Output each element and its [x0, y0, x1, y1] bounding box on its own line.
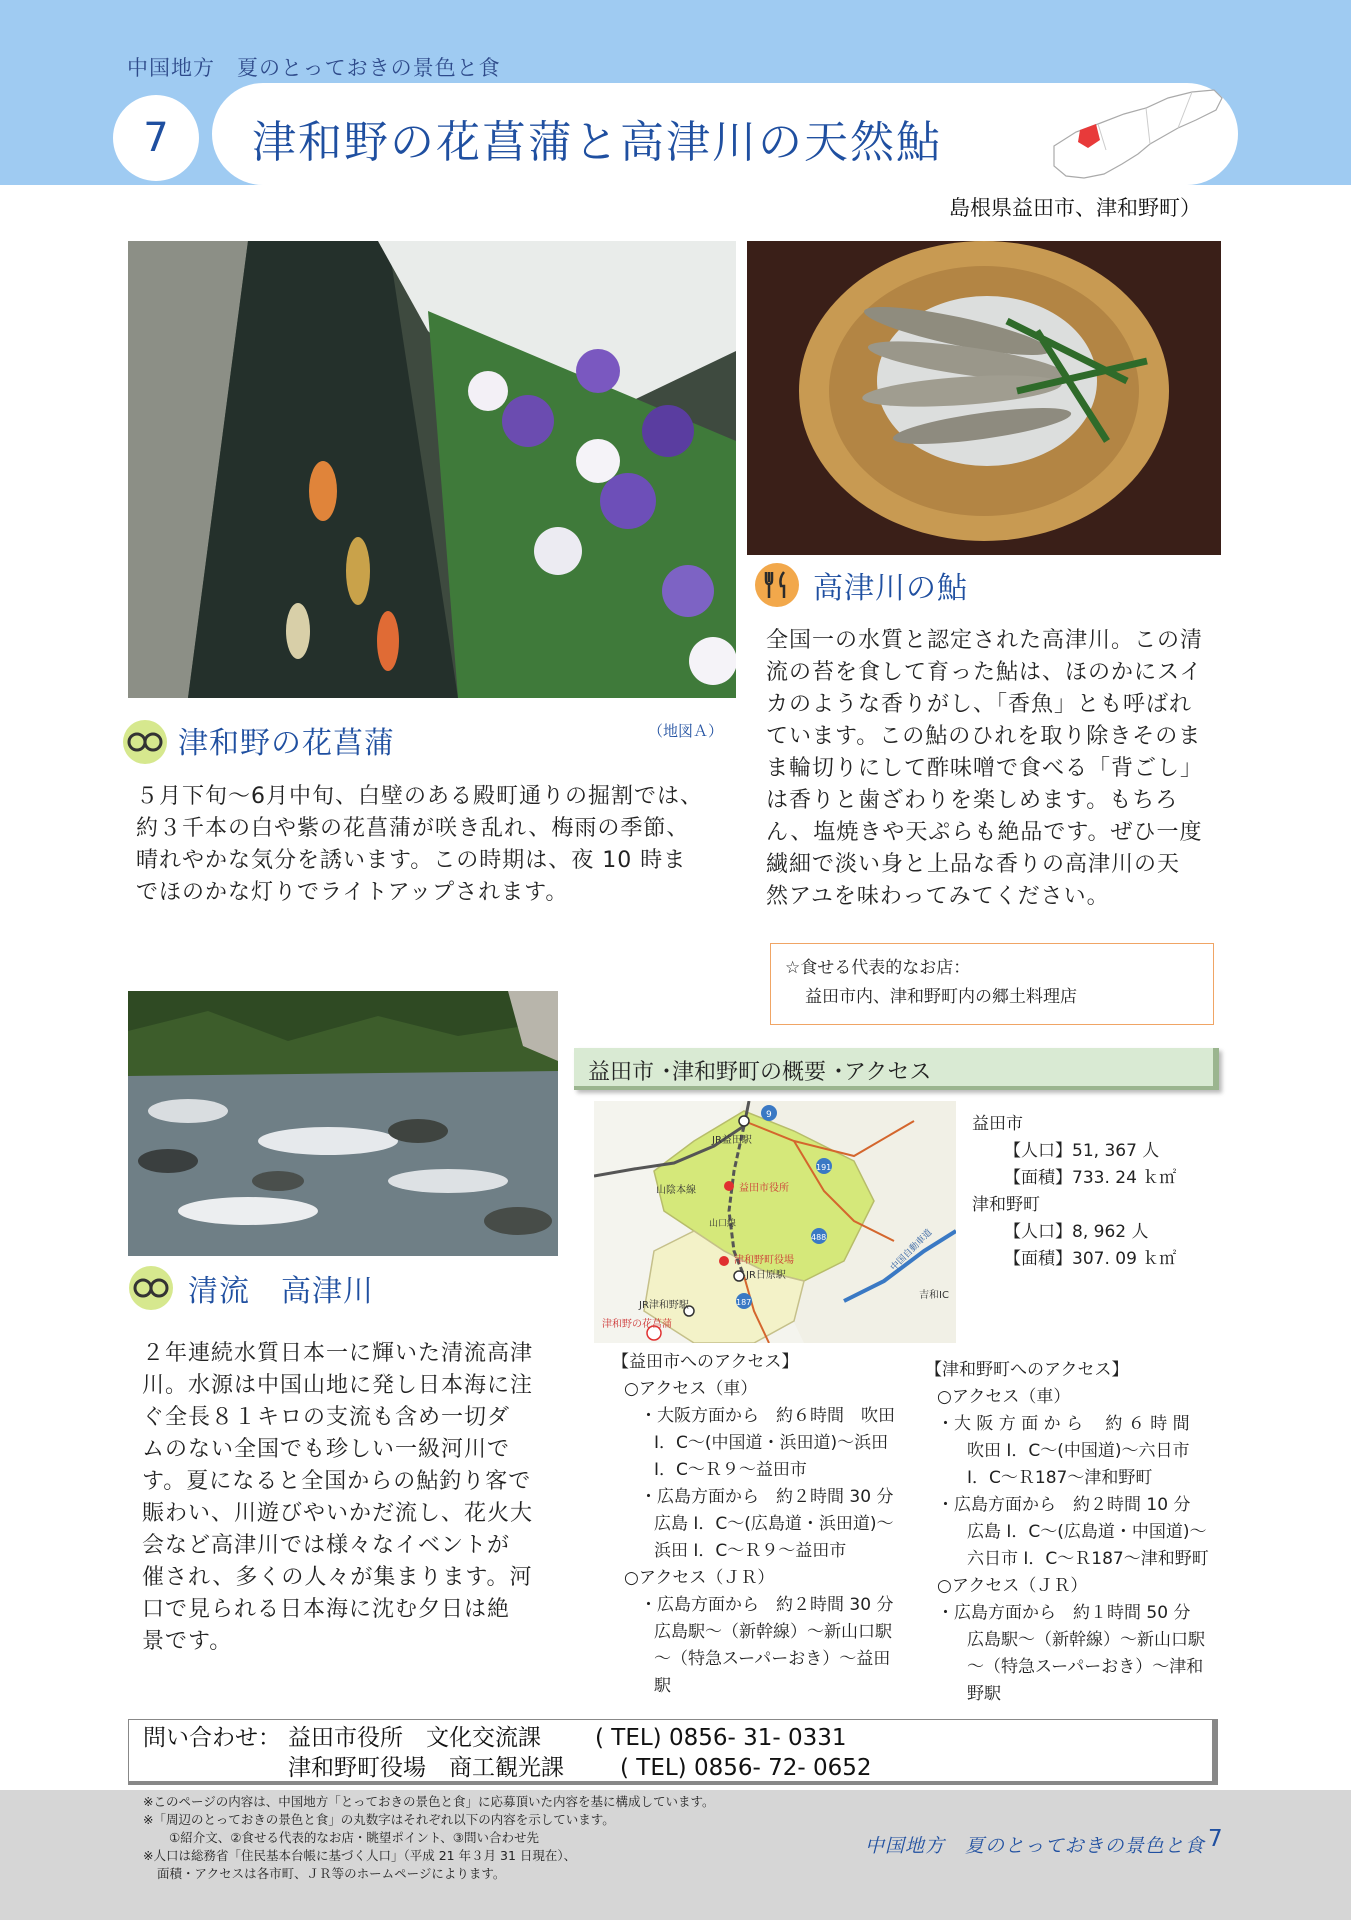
access-line: 広島 I．C～(広島道・中国道)～ [967, 1522, 1207, 1542]
map-label-sanin-line: 山陰本線 [656, 1185, 696, 1196]
masuda-name: 益田市 [972, 1114, 1023, 1134]
access-line: ○アクセス（車） [937, 1387, 1071, 1407]
summary-heading: 益田市 ･津和野町の概要 ･アクセス [574, 1048, 1219, 1090]
location-label: 島根県益田市、津和野町） [949, 196, 1201, 220]
river-line: ムのない全国でも珍しい一級河川で [142, 1437, 511, 1462]
ayu-fish-photo [747, 241, 1221, 555]
access-line: 【津和野町へのアクセス】 [925, 1360, 1129, 1380]
map-label-route: 9 [766, 1110, 772, 1120]
access-line: I．C～Ｒ187～津和野町 [967, 1468, 1153, 1488]
region-map-outline [1054, 90, 1222, 178]
access-line: 野駅 [967, 1684, 1001, 1704]
map-label-yamaguchi-line: 山口線 [709, 1219, 737, 1229]
article-number-badge: 7 [113, 95, 199, 181]
contact-row [143, 1723, 1198, 1753]
access-line: I．C～Ｒ９～益田市 [654, 1460, 807, 1480]
map-label-route: 488 [811, 1233, 827, 1242]
river-line: 口で見られる日本海に沈む夕日は絶 [142, 1597, 511, 1622]
ayu-line: 全国一の水質と認定された高津川。この清 [766, 628, 1204, 653]
map-label-yoshiwa-ic: 吉和IC [919, 1290, 949, 1301]
river-section-title: 清流 高津川 [188, 1274, 374, 1309]
access-line: ・大 阪 方 面 か ら 約 ６ 時 間 [937, 1414, 1190, 1434]
map-label-route: 187 [736, 1298, 752, 1307]
series-kicker: 中国地方 夏のとっておきの景色と食 [127, 56, 501, 80]
access-line: 駅 [654, 1676, 671, 1696]
iris-line: 晴れやかな気分を誘います。この時期は、夜 10 時ま [136, 848, 687, 873]
map-reference: （地図Ａ） [648, 722, 724, 740]
tsuwano-name: 津和野町 [972, 1195, 1040, 1215]
access-line: ・広島方面から 約２時間 30 分 [640, 1595, 894, 1615]
footer-note: ①紹介文、②食せる代表的なお店・眺望ポイント、③問い合わせ先 [169, 1830, 539, 1845]
masuda-access-info [612, 1349, 895, 1700]
river-line: ２年連続水質日本一に輝いた清流高津 [142, 1341, 534, 1366]
contact-tel: ( TEL) 0856- 72- 0652 [620, 1755, 872, 1781]
ayu-section-title: 高津川の鮎 [813, 571, 968, 606]
river-line: ぐ全長８１キロの支流も含め一切ダ [142, 1405, 511, 1430]
iris-line: 約３千本の白や紫の花菖蒲が咲き乱れ、梅雨の季節、 [136, 816, 690, 841]
area-access-map [594, 1101, 956, 1343]
masuda-area: 【面積】733. 24 ｋ㎡ [1004, 1168, 1177, 1188]
access-line: ○アクセス（ＪＲ） [624, 1568, 775, 1588]
eye-glasses-icon [128, 1265, 174, 1311]
river-line: 景です。 [142, 1629, 233, 1654]
map-label-city-office: 益田市役所 [739, 1183, 789, 1194]
iris-line: でほのかな灯りでライトアップされます。 [136, 880, 569, 905]
contact-office: 津和野町役場 商工観光課 [288, 1755, 564, 1781]
population-area-stats [972, 1111, 1176, 1273]
tsuwano-population: 【人口】8, 962 人 [1004, 1222, 1149, 1242]
footer-note: ※「周辺のとっておきの景色と食」の丸数字はそれぞれ以下の内容を示しています。 [143, 1812, 615, 1827]
access-line: ～（特急スーパーおき）～益田 [654, 1649, 891, 1669]
tsuwano-access-info [925, 1357, 1209, 1708]
map-label-tsuwano-office: 津和野町役場 [734, 1255, 794, 1266]
footer-note: 面積・アクセスは各市町、ＪＲ等のホームページによります。 [157, 1866, 506, 1881]
footer-note: ※人口は総務省「住民基本台帳に基づく人口」（平成 21 年３月 31 日現在）、 [143, 1848, 577, 1863]
ayu-line: 流の苔を食して育った鮎は、ほのかにスイ [766, 660, 1203, 685]
iris-description [136, 781, 703, 909]
chugoku-region-map [1046, 84, 1226, 184]
footer-series-title: 中国地方 夏のとっておきの景色と食 [865, 1835, 1205, 1857]
iris-line: ５月下旬～6月中旬、白壁のある殿町通りの掘割では、 [136, 784, 703, 809]
river-line: 会など高津川では様々なイベントが [142, 1533, 511, 1558]
ayu-description [766, 625, 1203, 913]
fork-knife-icon [754, 562, 800, 608]
ayu-line: 繊細で淡い身と上品な香りの高津川の天 [766, 852, 1181, 877]
access-line: ・大阪方面から 約６時間 吹田 [640, 1406, 895, 1426]
ayu-line: ま輪切りにして酢味噌で食べる「背ごし」 [766, 756, 1204, 781]
river-line: 催され、多くの人々が集まります。河 [142, 1565, 533, 1590]
access-line: ・広島方面から 約１時間 50 分 [937, 1603, 1191, 1623]
ayu-line: は香りと歯ざわりを楽しめます。もちろ [766, 788, 1179, 813]
river-line: す。夏になると全国からの鮎釣り客で [142, 1469, 532, 1494]
access-line: 浜田 I．C～Ｒ９～益田市 [654, 1541, 847, 1561]
river-line: 賑わい、川遊びやいかだ流し、花火大 [142, 1501, 534, 1526]
shop-label: ☆食せる代表的なお店： [785, 958, 971, 978]
page-title: 津和野の花菖蒲と高津川の天然鮎 [252, 117, 942, 168]
contact-tel: ( TEL) 0856- 31- 0331 [595, 1725, 847, 1751]
contact-label: 問い合わせ： [143, 1725, 281, 1751]
access-line: 六日市 I．C～Ｒ187～津和野町 [967, 1549, 1209, 1569]
map-label-masuda-station: JR益田駅 [712, 1135, 752, 1146]
page-number: 7 [1208, 1826, 1223, 1852]
access-line: 広島駅～（新幹線）～新山口駅 [967, 1630, 1205, 1650]
river-description [142, 1338, 533, 1658]
masuda-population: 【人口】51, 367 人 [1004, 1141, 1160, 1161]
access-line: 吹田 I．C～(中国道)～六日市 [967, 1441, 1190, 1461]
map-label-route: 191 [816, 1163, 832, 1172]
access-line: ・広島方面から 約２時間 30 分 [640, 1487, 894, 1507]
access-line: 広島駅～（新幹線）～新山口駅 [654, 1622, 892, 1642]
river-line: 川。水源は中国山地に発し日本海に注 [142, 1373, 534, 1398]
iris-canal-photo [128, 241, 736, 698]
ayu-line: 然アユを味わってみてください。 [766, 884, 1110, 909]
eye-glasses-icon [122, 719, 168, 765]
ayu-line: カのような香りがし、「香魚」とも呼ばれ [766, 692, 1193, 717]
access-line: ～（特急スーパーおき）～津和 [967, 1657, 1204, 1677]
access-line: ○アクセス（ＪＲ） [937, 1576, 1088, 1596]
map-label-tsuwano-station: JR津和野駅 [639, 1300, 689, 1311]
footer-note: ※このページの内容は、中国地方「とっておきの景色と食」に応募頂いた内容を基に構成しています。 [143, 1794, 715, 1809]
iris-section-title: 津和野の花菖蒲 [178, 726, 395, 761]
contact-office: 益田市役所 文化交流課 [288, 1725, 541, 1751]
access-line: ・広島方面から 約２時間 10 分 [937, 1495, 1191, 1515]
access-line: ○アクセス（車） [624, 1379, 758, 1399]
map-label-chugoku-expressway: 中国自動車道 [889, 1227, 935, 1274]
contact-spacer [143, 1753, 288, 1783]
restaurant-info-box [770, 943, 1214, 1025]
access-line: 広島 I．C～(広島道・浜田道)～ [654, 1514, 894, 1534]
access-line: I．C～(中国道・浜田道)～浜田 [654, 1433, 889, 1453]
footer-notes [143, 1793, 714, 1883]
ayu-line: ています。この鮎のひれを取り除きそのま [766, 724, 1202, 749]
tsuwano-area: 【面積】307. 09 ｋ㎡ [1004, 1249, 1177, 1269]
map-label-iris: 津和野の花菖蒲 [602, 1319, 672, 1330]
contact-row [143, 1753, 1198, 1783]
map-label-nichihara-station: JR日原駅 [746, 1270, 786, 1281]
takatsu-river-photo [128, 991, 558, 1256]
access-line: 【益田市へのアクセス】 [612, 1352, 799, 1372]
ayu-line: ん、塩焼きや天ぷらも絶品です。ぜひ一度 [766, 820, 1203, 845]
contact-box [128, 1719, 1218, 1785]
shop-value: 益田市内、津和野町内の郷土料理店 [805, 987, 1077, 1007]
